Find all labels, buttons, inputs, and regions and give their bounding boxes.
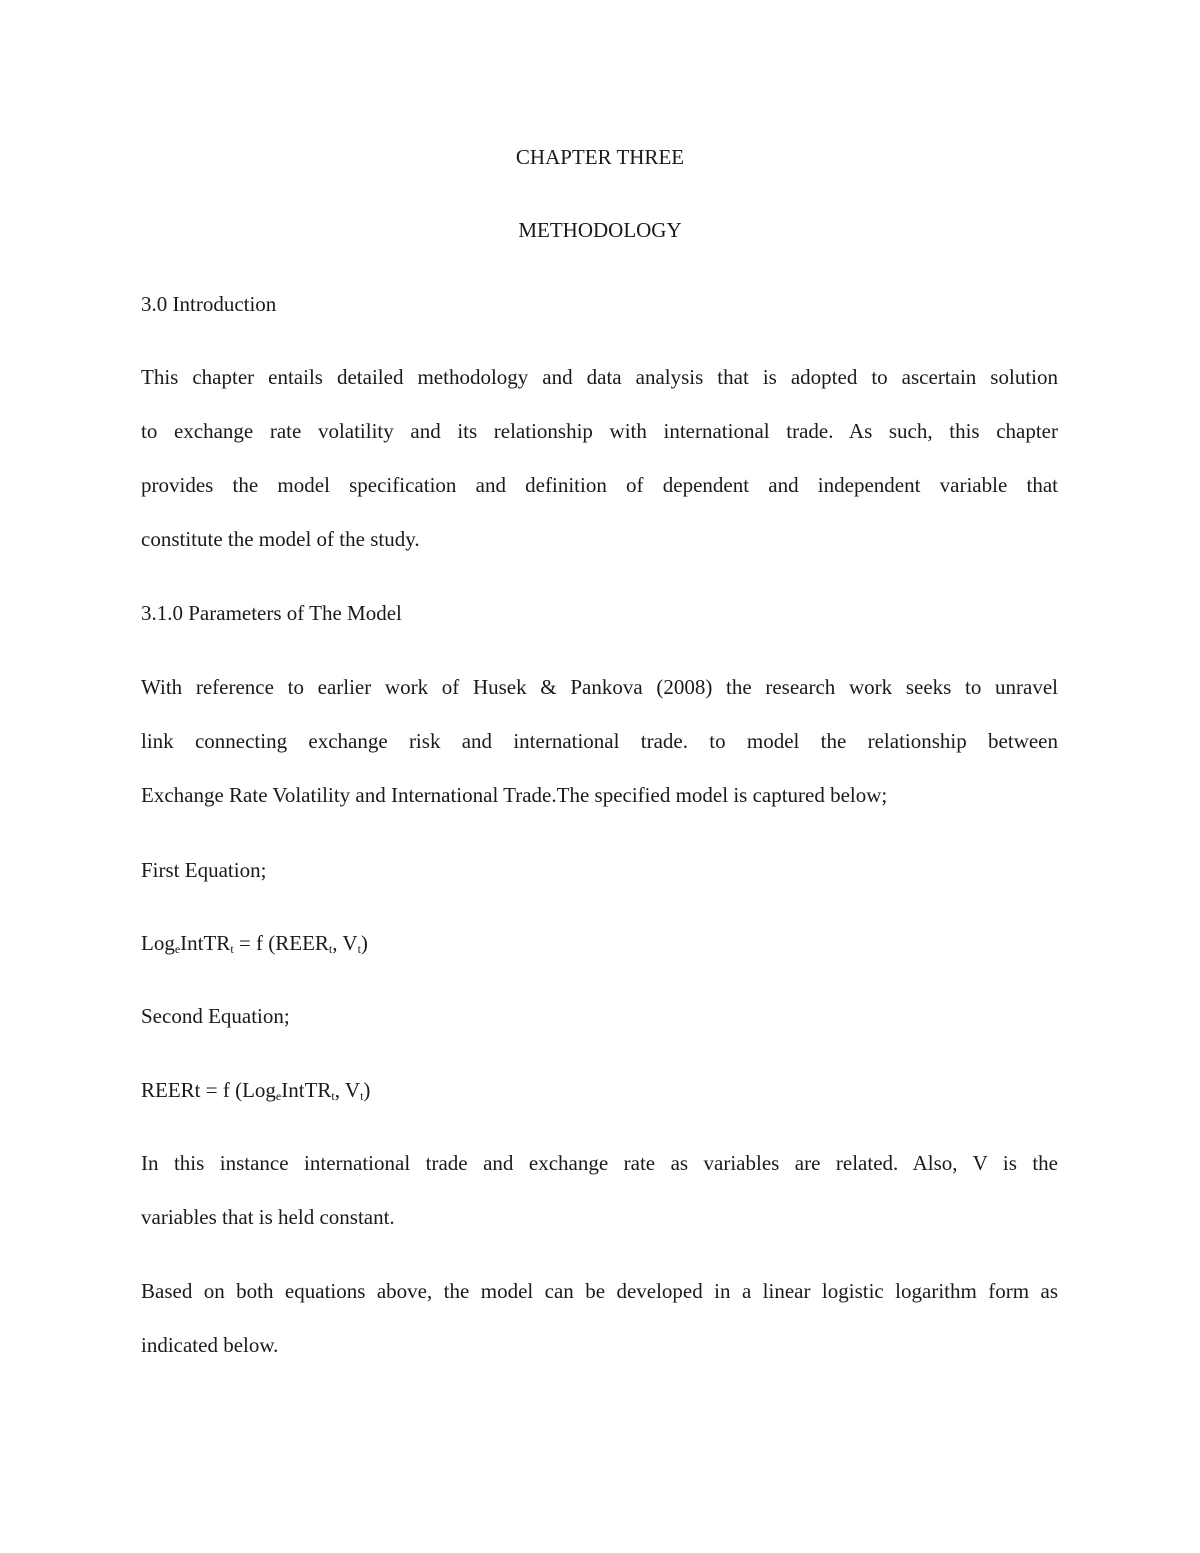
based-line: indicated below. [141, 1333, 279, 1357]
eq1-log: Log [141, 931, 175, 955]
second-equation-label: Second Equation; [141, 1004, 290, 1028]
eq1-rest: = f (REER [233, 931, 329, 955]
eq1-var: IntTR [180, 931, 231, 955]
eq1-close: ) [360, 931, 368, 955]
instance-line: In this instance international trade and exchange rate as variables are related. Also, V is the [141, 1151, 1058, 1175]
eq2-v-sub: t [360, 1089, 364, 1103]
intro-line: to exchange rate volatility and its relationship with international trade. As such, this chapter [141, 419, 1058, 443]
instance-paragraph [141, 1136, 1058, 1244]
intro-line: provides the model specification and definition of dependent and independent variable that [141, 473, 1058, 497]
params-line: With reference to earlier work of Husek & Pankova (2008) the research work seeks to unravel [141, 675, 1058, 699]
params-paragraph [141, 660, 1058, 822]
section-title: METHODOLOGY [518, 218, 682, 242]
eq1-var-sub: t [230, 942, 234, 956]
second-equation [141, 1075, 1058, 1105]
params-heading: 3.1.0 Parameters of The Model [141, 601, 402, 625]
eq2-close: ) [363, 1078, 371, 1102]
eq1-v-sub: t [357, 942, 361, 956]
instance-line: variables that is held constant. [141, 1205, 395, 1229]
eq2-var: IntTR [281, 1078, 332, 1102]
first-equation [141, 928, 1058, 958]
based-line: Based on both equations above, the model can be developed in a linear logistic logarithm form as [141, 1279, 1058, 1303]
eq2-log-sub: e [275, 1089, 282, 1103]
params-line: Exchange Rate Volatility and International Trade.The specified model is captured below; [141, 783, 888, 807]
first-equation-label: First Equation; [141, 858, 267, 882]
intro-heading: 3.0 Introduction [141, 292, 277, 316]
eq1-log-sub: e [174, 942, 181, 956]
based-paragraph [141, 1264, 1058, 1372]
eq2-lead: REERt = f (Log [141, 1078, 276, 1102]
chapter-title: CHAPTER THREE [515, 145, 685, 169]
eq1-reer-sub: t [328, 942, 333, 956]
eq2-var-sub: t [331, 1089, 335, 1103]
eq1-comma: , V [332, 931, 358, 955]
intro-paragraph [141, 350, 1058, 566]
eq2-comma: , V [334, 1078, 361, 1102]
intro-line: constitute the model of the study. [141, 527, 420, 551]
params-line: link connecting exchange risk and international trade. to model the relationship between [141, 729, 1058, 753]
intro-line: This chapter entails detailed methodology and data analysis that is adopted to ascertain solution [141, 365, 1058, 389]
